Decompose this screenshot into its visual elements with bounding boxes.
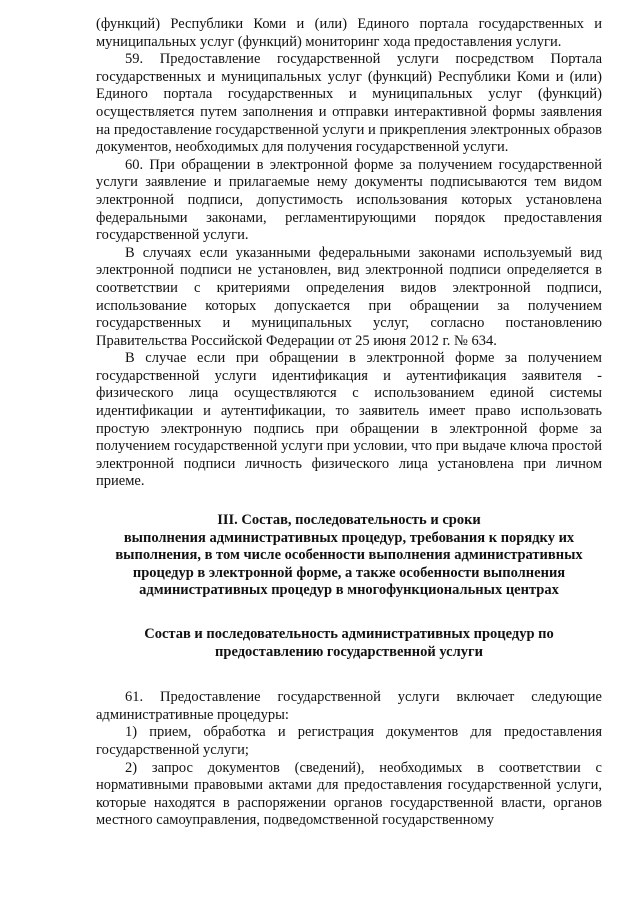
paragraph-continuation: (функций) Республики Коми и (или) Единого портала государственных и муниципальных услуг (функций) мониторинг хода предоставления услуги. [96,16,602,50]
section-heading-line: III. Состав, последовательность и сроки [217,512,481,529]
sub-heading-line: предоставлению государственной услуги [215,643,483,660]
paragraph-60-simple-signature: В случае если при обращении в электронной форме за получением государственной услуги идентификация и аутентификация заявителя - физического лица осуществляются с использованием единой системы идентификации и аутентификации, то заявитель имеет право использовать простую электронную подпись при обращении в электронной форме за получением государственной услуги при условии, что при выдаче ключа простой электронной подписи личность физического лица установлена при личном приеме. [96,350,602,490]
sub-heading [96,626,602,661]
paragraph-60-signature-type: В случаях если указанными федеральными законами используемый вид электронной подписи не установлен, вид электронной подписи определяется в соответствии с критериями определения видов электронной подписи, использование которых допускается при обращении за получением государственных и муниципальных услуг, согласно постановлению Правительства Российской Федерации от 25 июня 2012 г. № 634. [96,244,602,349]
section-heading-line: административных процедур в многофункциональных центрах [139,582,559,599]
paragraph-61-item-2: 2) запрос документов (сведений), необходимых в соответствии с нормативными правовыми актами для предоставления государственной услуги, которые находятся в распоряжении органов государственной власти, органов местного самоуправления, подведомственной государственному [96,759,602,829]
paragraph-61-item-1: 1) прием, обработка и регистрация документов для предоставления государственной услуги; [96,724,602,758]
paragraph-61: 61. Предоставление государственной услуги включает следующие административные процедуры: [96,689,602,723]
paragraph-60: 60. При обращении в электронной форме за получением государственной услуги заявление и прилагаемые нему документы подписываются тем видом электронной подписи, допустимость использования которых установлена федеральными законами, регламентирующими порядок предоставления государственной услуги. [96,156,602,244]
document-page [96,16,602,830]
section-heading-line: выполнения административных процедур, требования к порядку их [123,529,575,546]
section-heading-line: выполнения, в том числе особенности выполнения административных [115,547,583,564]
section-heading-line: процедур в электронной форме, а также особенности выполнения [132,564,566,581]
paragraph-59: 59. Предоставление государственной услуги посредством Портала государственных и муниципальных услуг (функций) Республики Коми и (или) Единого портала государственных и муниципальных услуг (функций) осуществляется путем заполнения и отправки интерактивной формы заявления на предоставление государственной услуги и прикрепления электронных образов документов, необходимых для получения государственной услуги. [96,51,602,156]
section-heading [96,512,602,600]
sub-heading-line: Состав и последовательность административных процедур по [144,626,554,642]
